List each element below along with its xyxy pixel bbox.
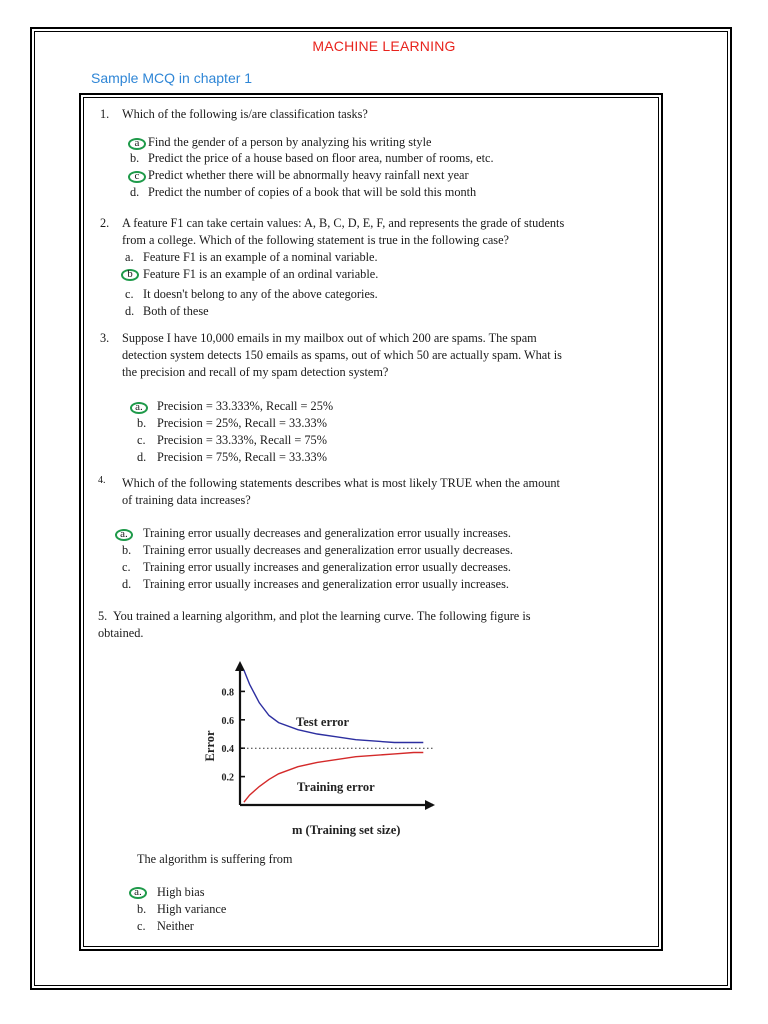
option-text: Training error usually increases and generalization error usually increases.	[143, 577, 509, 591]
option-text: Precision = 33.33%, Recall = 75%	[157, 433, 327, 447]
y-tick-label: 0.8	[221, 687, 234, 699]
option-text: Feature F1 is an example of an ordinal variable.	[143, 267, 379, 281]
question-4-text: of training data increases?	[122, 493, 251, 507]
option-letter: d.	[122, 577, 132, 591]
question-5-number: 5.	[98, 609, 108, 623]
option-text: Predict the price of a house based on floor area, number of rooms, etc.	[148, 151, 494, 165]
question-4-number: 4.	[98, 475, 106, 486]
option-text: Training error usually decreases and generalization error usually decreases.	[143, 543, 514, 557]
x-axis-label: m (Training set size)	[292, 823, 401, 837]
option-letter: b.	[137, 416, 147, 430]
question-3-number: 3.	[100, 331, 110, 345]
option-text: Predict whether there will be abnormally heavy rainfall next year	[148, 168, 469, 182]
option-letter: a	[134, 137, 140, 149]
option-text: Precision = 75%, Recall = 33.33%	[157, 450, 327, 464]
option-letter: a.	[120, 528, 128, 540]
option-text: Training error usually increases and generalization error usually decreases.	[143, 560, 511, 574]
document-subtitle: Sample MCQ in chapter 1	[91, 70, 253, 86]
option-letter: b	[127, 268, 133, 280]
option-text: High variance	[157, 902, 227, 916]
option-letter: c.	[137, 433, 146, 447]
option-letter: a.	[135, 401, 143, 413]
y-tick-label: 0.2	[221, 772, 234, 784]
option-text: Training error usually decreases and generalization error usually increases.	[143, 526, 511, 540]
option-letter: c.	[122, 560, 131, 574]
question-1-text: Which of the following is/are classification tasks?	[122, 107, 368, 121]
option-text: High bias	[157, 885, 205, 899]
annotation-training-error: Training error	[297, 780, 375, 794]
option-letter: b.	[130, 151, 140, 165]
series-line	[244, 753, 423, 803]
option-text: Find the gender of a person by analyzing his writing style	[148, 135, 432, 149]
option-text: Precision = 25%, Recall = 33.33%	[157, 416, 327, 430]
option-text: Predict the number of copies of a book that will be sold this month	[148, 185, 477, 199]
series-line	[244, 670, 423, 742]
document-title: MACHINE LEARNING	[312, 38, 456, 54]
question-3-text: Suppose I have 10,000 emails in my mailbox out of which 200 are spams. The spam	[122, 331, 537, 345]
option-text: Feature F1 is an example of a nominal variable.	[143, 250, 378, 264]
option-letter: b.	[122, 543, 132, 557]
question-4-text: Which of the following statements describes what is most likely TRUE when the amount	[122, 476, 560, 490]
option-letter: c	[134, 170, 140, 182]
question-3-text: detection system detects 150 emails as spams, out of which 50 are actually spam. What is	[122, 348, 562, 362]
option-letter: a.	[134, 886, 142, 898]
y-tick-label: 0.4	[221, 744, 234, 756]
option-text: Both of these	[143, 304, 209, 318]
option-letter: b.	[137, 902, 147, 916]
option-letter: c.	[137, 919, 146, 933]
learning-curve-chart	[195, 655, 445, 840]
question-5-text: obtained.	[98, 626, 144, 640]
x-axis-arrow	[425, 800, 435, 810]
question-2-text: from a college. Which of the following statement is true in the following case?	[122, 233, 510, 247]
question-3-text: the precision and recall of my spam detection system?	[122, 365, 389, 379]
question-5-text: You trained a learning algorithm, and plot the learning curve. The following figure is	[113, 609, 531, 623]
option-letter: d.	[137, 450, 147, 464]
y-axis-label: Error	[203, 730, 217, 762]
question-1-number: 1.	[100, 107, 110, 121]
question-5-prompt: The algorithm is suffering from	[137, 852, 293, 866]
option-text: Neither	[157, 919, 194, 933]
option-letter: d.	[125, 304, 135, 318]
option-letter: d.	[130, 185, 140, 199]
question-2-number: 2.	[100, 216, 110, 230]
option-letter: c.	[125, 287, 134, 301]
option-text: Precision = 33.333%, Recall = 25%	[157, 399, 334, 413]
y-tick-label: 0.6	[221, 715, 234, 727]
y-axis-arrow	[235, 661, 245, 671]
option-letter: a.	[125, 250, 134, 264]
annotation-test-error: Test error	[296, 715, 350, 729]
option-text: It doesn't belong to any of the above categories.	[143, 287, 378, 301]
question-2-text: A feature F1 can take certain values: A, B, C, D, E, F, and represents the grade of students	[122, 216, 565, 230]
